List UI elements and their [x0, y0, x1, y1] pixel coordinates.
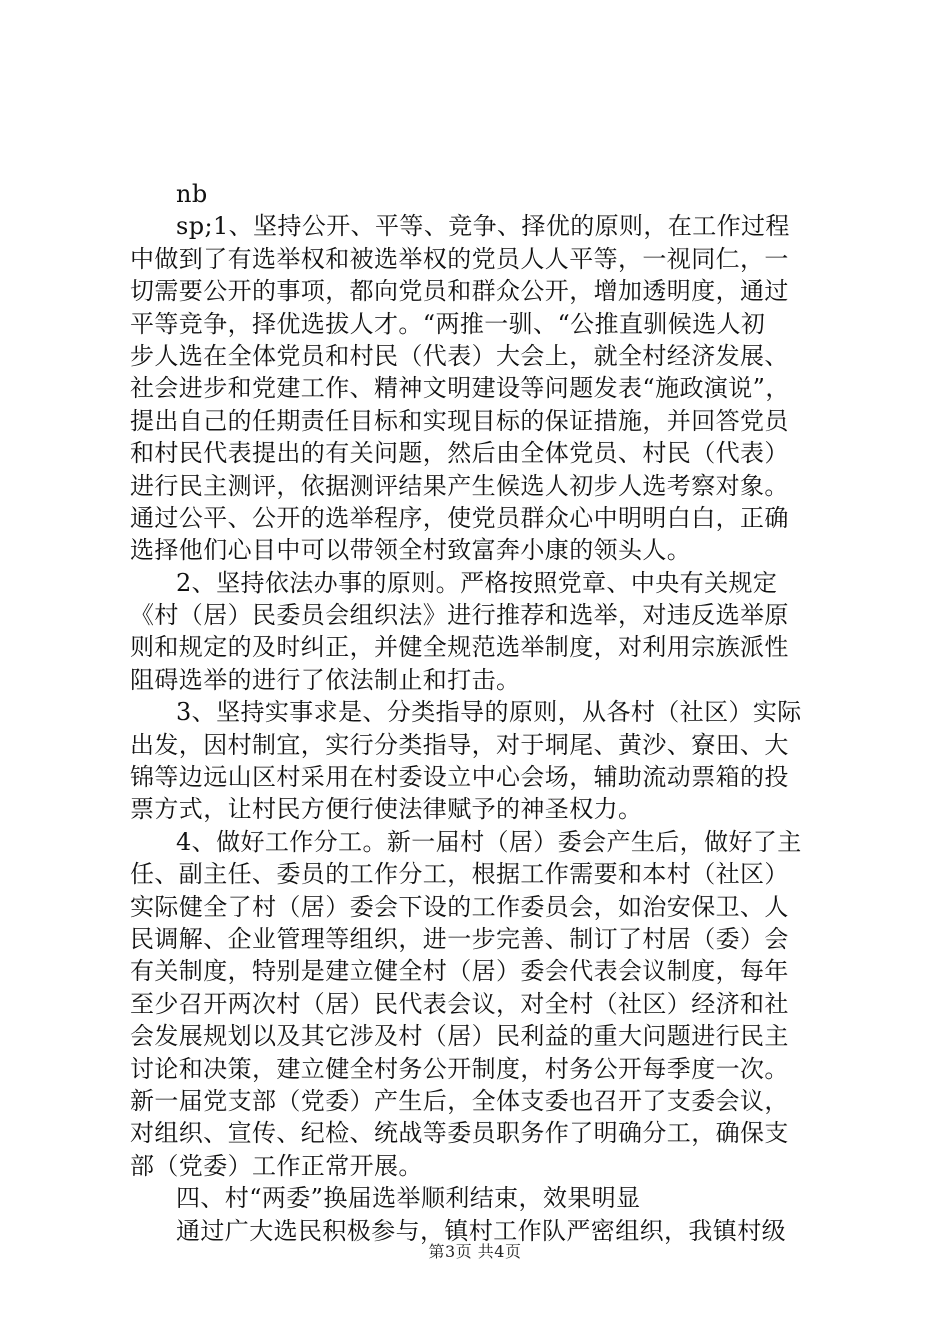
text-line: 提出自己的任期责任目标和实现目标的保证措施，并回答党员: [130, 406, 789, 435]
text-line: 有关制度，特别是建立健全村（居）委会代表会议制度，每年: [130, 957, 789, 986]
text-line: 平等竞争，择优选拔人才。“两推一驯、“公推直驯候选人初: [130, 309, 766, 338]
text-line: 阻碍选举的进行了依法制止和打击。: [130, 665, 521, 694]
text-line: 和村民代表提出的有关问题，然后由全体党员、村民（代表）: [130, 439, 789, 468]
text-line: 2、坚持依法办事的原则。严格按照党章、中央有关规定: [176, 568, 778, 597]
text-line: 实际健全了村（居）委会下设的工作委员会，如治安保卫、人: [130, 892, 789, 921]
text-line: 会发展规划以及其它涉及村（居）民利益的重大问题进行民主: [130, 1022, 789, 1051]
document-body: [130, 178, 845, 1247]
text-line: 选择他们心目中可以带领全村致富奔小康的领头人。: [130, 536, 692, 565]
text-line: 步人选在全体党员和村民（代表）大会上，就全村经济发展、: [130, 341, 789, 370]
text-line: 锦等边远山区村采用在村委设立中心会场，辅助流动票箱的投: [130, 763, 789, 792]
text-line: 《村（居）民委员会组织法》进行推荐和选举，对违反选举原: [130, 601, 789, 630]
text-line: 票方式，让村民方便行使法律赋予的神圣权力。: [130, 795, 643, 824]
text-line: nb: [176, 180, 208, 208]
text-line: sp;1、坚持公开、平等、竞争、择优的原则，在工作过程: [176, 212, 790, 241]
text-line: 至少召开两次村（居）民代表会议，对全村（社区）经济和社: [130, 989, 789, 1018]
text-line: 切需要公开的事项，都向党员和群众公开，增加透明度，通过: [130, 277, 789, 306]
text-line: 新一届党支部（党委）产生后，全体支委也召开了支委会议，: [130, 1086, 789, 1115]
text-line: 通过广大选民积极参与，镇村工作队严密组织，我镇村级: [176, 1216, 786, 1245]
text-line: 社会进步和党建工作、精神文明建设等问题发表“施政演说”，: [130, 374, 790, 403]
text-line: 四、村“两委”换届选举顺利结束，效果明显: [176, 1184, 641, 1213]
text-line: 通过公平、公开的选举程序，使党员群众心中明明白白，正确: [130, 503, 789, 532]
text-line: 3、坚持实事求是、分类指导的原则，从各村（社区）实际: [176, 698, 802, 727]
text-line: 部（党委）工作正常开展。: [130, 1151, 423, 1180]
page-footer: 第3页 共4页: [428, 1242, 522, 1261]
text-line: 中做到了有选举权和被选举权的党员人人平等，一视同仁，一: [130, 244, 789, 273]
text-line: 讨论和决策，建立健全村务公开制度，村务公开每季度一次。: [130, 1054, 789, 1083]
text-line: 4、做好工作分工。新一届村（居）委会产生后，做好了主: [176, 827, 802, 856]
text-line: 出发，因村制宜，实行分类指导，对于垌尾、黄沙、寮田、大: [130, 730, 789, 759]
text-line: 任、副主任、委员的工作分工，根据工作需要和本村（社区）: [130, 860, 789, 889]
text-line: 民调解、企业管理等组织，进一步完善、制订了村居（委）会: [130, 924, 789, 953]
text-line: 则和规定的及时纠正，并健全规范选举制度，对利用宗族派性: [130, 633, 789, 662]
text-line: 进行民主测评，依据测评结果产生候选人初步人选考察对象。: [130, 471, 789, 500]
text-line: 对组织、宣传、纪检、统战等委员职务作了明确分工，确保支: [130, 1119, 789, 1148]
